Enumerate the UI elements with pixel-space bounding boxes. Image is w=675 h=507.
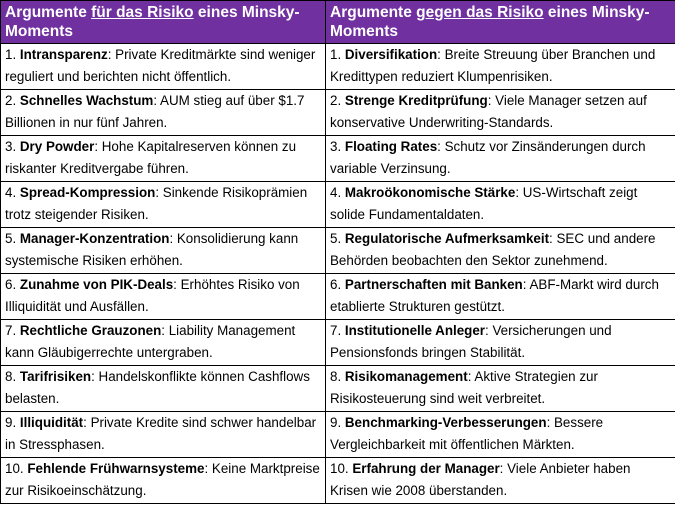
- argument-term: Fehlende Frühwarnsysteme: [27, 461, 205, 476]
- argument-number: 2.: [5, 93, 20, 108]
- argument-term: Illiquidität: [19, 415, 84, 430]
- table-row: [1, 90, 675, 136]
- argument-term: Erfahrung der Manager: [352, 461, 500, 476]
- argument-term: Strenge Kreditprüfung: [344, 93, 488, 108]
- argument-term: Makroökonomische Stärke: [344, 185, 516, 200]
- argument-number: 8.: [5, 369, 20, 384]
- argument-term: Regulatorische Aufmerksamkeit: [344, 231, 550, 246]
- header-pro-underlined: für das Risiko: [91, 4, 194, 21]
- argument-number: 6.: [330, 277, 345, 292]
- table-row: [1, 458, 675, 504]
- pro-argument-cell: [1, 412, 326, 458]
- header-contra: [326, 1, 675, 44]
- contra-argument-cell: [326, 182, 675, 228]
- argument-number: 4.: [5, 185, 20, 200]
- argument-number: 9.: [330, 415, 345, 430]
- table-row: [1, 136, 675, 182]
- argument-number: 2.: [330, 93, 345, 108]
- argument-number: 1.: [5, 47, 20, 62]
- argument-text: : Private Kredite sind schwer handelbar in Stressphasen.: [5, 415, 317, 452]
- argument-number: 3.: [5, 139, 20, 154]
- contra-argument-cell: [326, 44, 675, 90]
- argument-text: : SEC und andere Behörden beobachten den Sektor zunehmend.: [330, 231, 656, 268]
- argument-text: : Konsolidierung kann systemische Risiken erhöhen.: [5, 231, 299, 268]
- argument-text: : Versicherungen und Pensionsfonds bringen Stabilität.: [330, 323, 612, 360]
- argument-number: 1.: [330, 47, 345, 62]
- argument-term: Dry Powder: [19, 139, 95, 154]
- pro-argument-cell: [1, 366, 326, 412]
- argument-text: : Hohe Kapitalreserven können zu riskanter Kreditvergabe führen.: [5, 139, 297, 176]
- argument-term: Diversifikation: [344, 47, 438, 62]
- argument-text: : Schutz vor Zinsänderungen durch variable Verzinsung.: [330, 139, 646, 176]
- argument-text: : Handelskonflikte können Cashflows belasten.: [5, 369, 310, 406]
- argument-text: : US-Wirtschaft zeigt solide Fundamentaldaten.: [330, 185, 638, 222]
- contra-argument-cell: [326, 274, 675, 320]
- argument-text: : Keine Marktpreise zur Risikoeinschätzung.: [5, 461, 320, 498]
- header-contra-underlined: gegen das Risiko: [416, 4, 544, 21]
- pro-argument-cell: [1, 458, 326, 504]
- argument-term: Schnelles Wachstum: [19, 93, 154, 108]
- contra-argument-cell: [326, 228, 675, 274]
- argument-term: Risikomanagement: [344, 369, 468, 384]
- argument-term: Manager-Konzentration: [19, 231, 170, 246]
- argument-text: : Erhöhtes Risiko von Illiquidität und Ausfällen.: [5, 277, 300, 314]
- argument-number: 6.: [5, 277, 20, 292]
- argument-term: Intransparenz: [19, 47, 108, 62]
- argument-text: : ABF-Markt wird durch etablierte Strukturen gestützt.: [330, 277, 659, 314]
- pro-argument-cell: [1, 274, 326, 320]
- argument-term: Tarifrisiken: [19, 369, 92, 384]
- pro-argument-cell: [1, 182, 326, 228]
- argument-term: Floating Rates: [344, 139, 438, 154]
- header-contra-pre: Argumente: [330, 4, 417, 21]
- argument-number: 9.: [5, 415, 20, 430]
- contra-argument-cell: [326, 90, 675, 136]
- argument-term: Zunahme von PIK-Deals: [19, 277, 174, 292]
- argument-text: : Viele Anbieter haben Krisen wie 2008 überstanden.: [330, 461, 631, 498]
- contra-argument-cell: [326, 458, 675, 504]
- table-row: [1, 44, 675, 90]
- table-row: [1, 274, 675, 320]
- argument-text: : Private Kreditmärkte sind weniger reguliert und berichten nicht öffentlich.: [5, 47, 316, 84]
- argument-text: : Breite Streuung über Branchen und Kredittypen reduziert Klumpenrisiken.: [330, 47, 656, 84]
- contra-argument-cell: [326, 136, 675, 182]
- argument-term: Benchmarking-Verbesserungen: [344, 415, 547, 430]
- argument-number: 8.: [330, 369, 345, 384]
- header-row: [1, 1, 675, 44]
- argument-term: Spread-Kompression: [19, 185, 156, 200]
- argument-number: 5.: [5, 231, 20, 246]
- table-row: [1, 366, 675, 412]
- table-row: [1, 228, 675, 274]
- argument-term: Partnerschaften mit Banken: [344, 277, 523, 292]
- pro-argument-cell: [1, 44, 326, 90]
- header-contra-post: eines Minsky-Moments: [330, 4, 650, 40]
- argument-text: : Aktive Strategien zur Risikosteuerung sind weit verbreitet.: [330, 369, 598, 406]
- argument-number: 4.: [330, 185, 345, 200]
- contra-argument-cell: [326, 320, 675, 366]
- header-pro-pre: Argumente: [5, 4, 92, 21]
- contra-argument-cell: [326, 412, 675, 458]
- table-row: [1, 320, 675, 366]
- pro-argument-cell: [1, 228, 326, 274]
- header-pro: [1, 1, 326, 44]
- argument-term: Institutionelle Anleger: [344, 323, 486, 338]
- argument-text: : Bessere Vergleichbarkeit mit öffentlichen Märkten.: [330, 415, 604, 452]
- argument-text: : Sinkende Risikoprämien trotz steigender Risiken.: [5, 185, 308, 222]
- table-row: [1, 412, 675, 458]
- pro-argument-cell: [1, 320, 326, 366]
- pro-argument-cell: [1, 136, 326, 182]
- argument-text: : Viele Manager setzen auf konservative Underwriting-Standards.: [330, 93, 647, 130]
- pro-argument-cell: [1, 90, 326, 136]
- argument-term: Rechtliche Grauzonen: [19, 323, 162, 338]
- argument-number: 5.: [330, 231, 345, 246]
- contra-argument-cell: [326, 366, 675, 412]
- argument-number: 10.: [5, 461, 28, 476]
- header-pro-post: eines Minsky-Moments: [5, 4, 300, 40]
- argument-text: : AUM stieg auf über $1.7 Billionen in nur fünf Jahren.: [5, 93, 305, 130]
- table-row: [1, 182, 675, 228]
- argument-text: : Liability Management kann Gläubigerrechte untergraben.: [5, 323, 296, 360]
- argument-number: 3.: [330, 139, 345, 154]
- argument-number: 10.: [330, 461, 353, 476]
- argument-number: 7.: [5, 323, 20, 338]
- argument-number: 7.: [330, 323, 345, 338]
